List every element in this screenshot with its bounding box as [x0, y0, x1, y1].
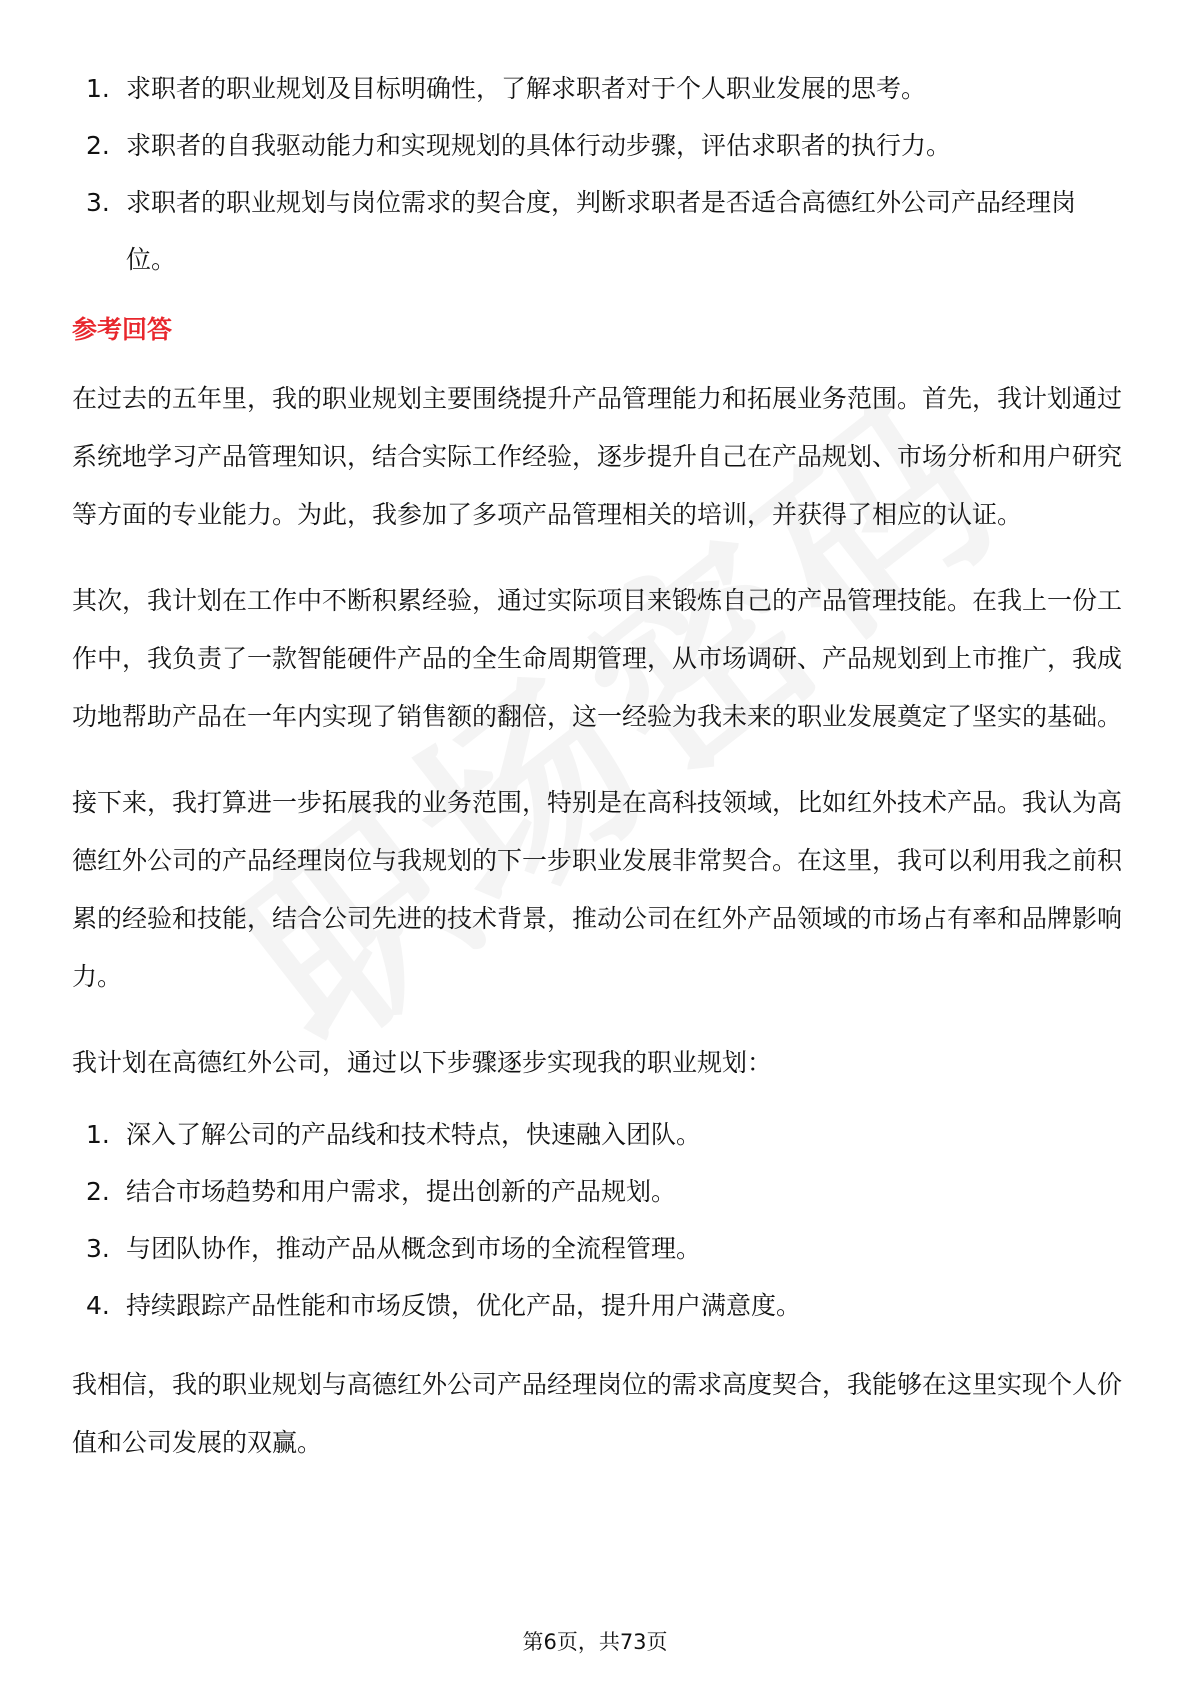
list-item [72, 1163, 1122, 1220]
list-text: 持续跟踪产品性能和市场反馈，优化产品，提升用户满意度。 [126, 1291, 802, 1320]
list-number: 4. [86, 1291, 110, 1320]
list-text: 求职者的职业规划及目标明确性，了解求职者对于个人职业发展的思考。 [126, 74, 927, 103]
paragraph: 接下来，我打算进一步拓展我的业务范围，特别是在高科技领域，比如红外技术产品。我认为高德红外公司的产品经理岗位与我规划的下一步职业发展非常契合。在这里，我可以利用我之前积累的经验和技能，结合公司先进的技术背景，推动公司在红外产品领域的市场占有率和品牌影响力。 [72, 788, 1123, 991]
paragraph: 我计划在高德红外公司，通过以下步骤逐步实现我的职业规划： [72, 1048, 773, 1077]
list-item [72, 60, 1122, 117]
list-text: 与团队协作，推动产品从概念到市场的全流程管理。 [126, 1234, 702, 1263]
list-text: 深入了解公司的产品线和技术特点，快速融入团队。 [126, 1120, 702, 1149]
list-number: 1. [86, 1120, 110, 1149]
list-text: 求职者的职业规划与岗位需求的契合度，判断求职者是否适合高德红外公司产品经理岗位。 [126, 188, 1077, 274]
list-item [72, 1106, 1122, 1163]
answer-heading: 参考回答 [72, 315, 173, 344]
conclusion-paragraph: 我相信，我的职业规划与高德红外公司产品经理岗位的需求高度契合，我能够在这里实现个人价值和公司发展的双赢。 [72, 1370, 1123, 1457]
list-number: 3. [86, 1234, 110, 1263]
evaluation-points-list [72, 60, 1122, 288]
list-number: 1. [86, 74, 110, 103]
list-item [72, 1277, 1122, 1334]
list-number: 2. [86, 131, 110, 160]
page-content [72, 60, 1122, 1500]
list-number: 3. [86, 188, 110, 217]
list-item [72, 117, 1122, 174]
plan-steps-list [72, 1106, 1122, 1334]
list-item [72, 1220, 1122, 1277]
list-item [72, 174, 1122, 288]
paragraph: 在过去的五年里，我的职业规划主要围绕提升产品管理能力和拓展业务范围。首先，我计划通过系统地学习产品管理知识，结合实际工作经验，逐步提升自己在产品规划、市场分析和用户研究等方面的专业能力。为此，我参加了多项产品管理相关的培训，并获得了相应的认证。 [72, 384, 1123, 529]
paragraph: 其次，我计划在工作中不断积累经验，通过实际项目来锻炼自己的产品管理技能。在我上一份工作中，我负责了一款智能硬件产品的全生命周期管理，从市场调研、产品规划到上市推广，我成功地帮助产品在一年内实现了销售额的翻倍，这一经验为我未来的职业发展奠定了坚实的基础。 [72, 586, 1123, 731]
list-text: 结合市场趋势和用户需求，提出创新的产品规划。 [126, 1177, 677, 1206]
list-number: 2. [86, 1177, 110, 1206]
page-footer: 第6页，共73页 [522, 1630, 668, 1654]
list-text: 求职者的自我驱动能力和实现规划的具体行动步骤，评估求职者的执行力。 [126, 131, 952, 160]
